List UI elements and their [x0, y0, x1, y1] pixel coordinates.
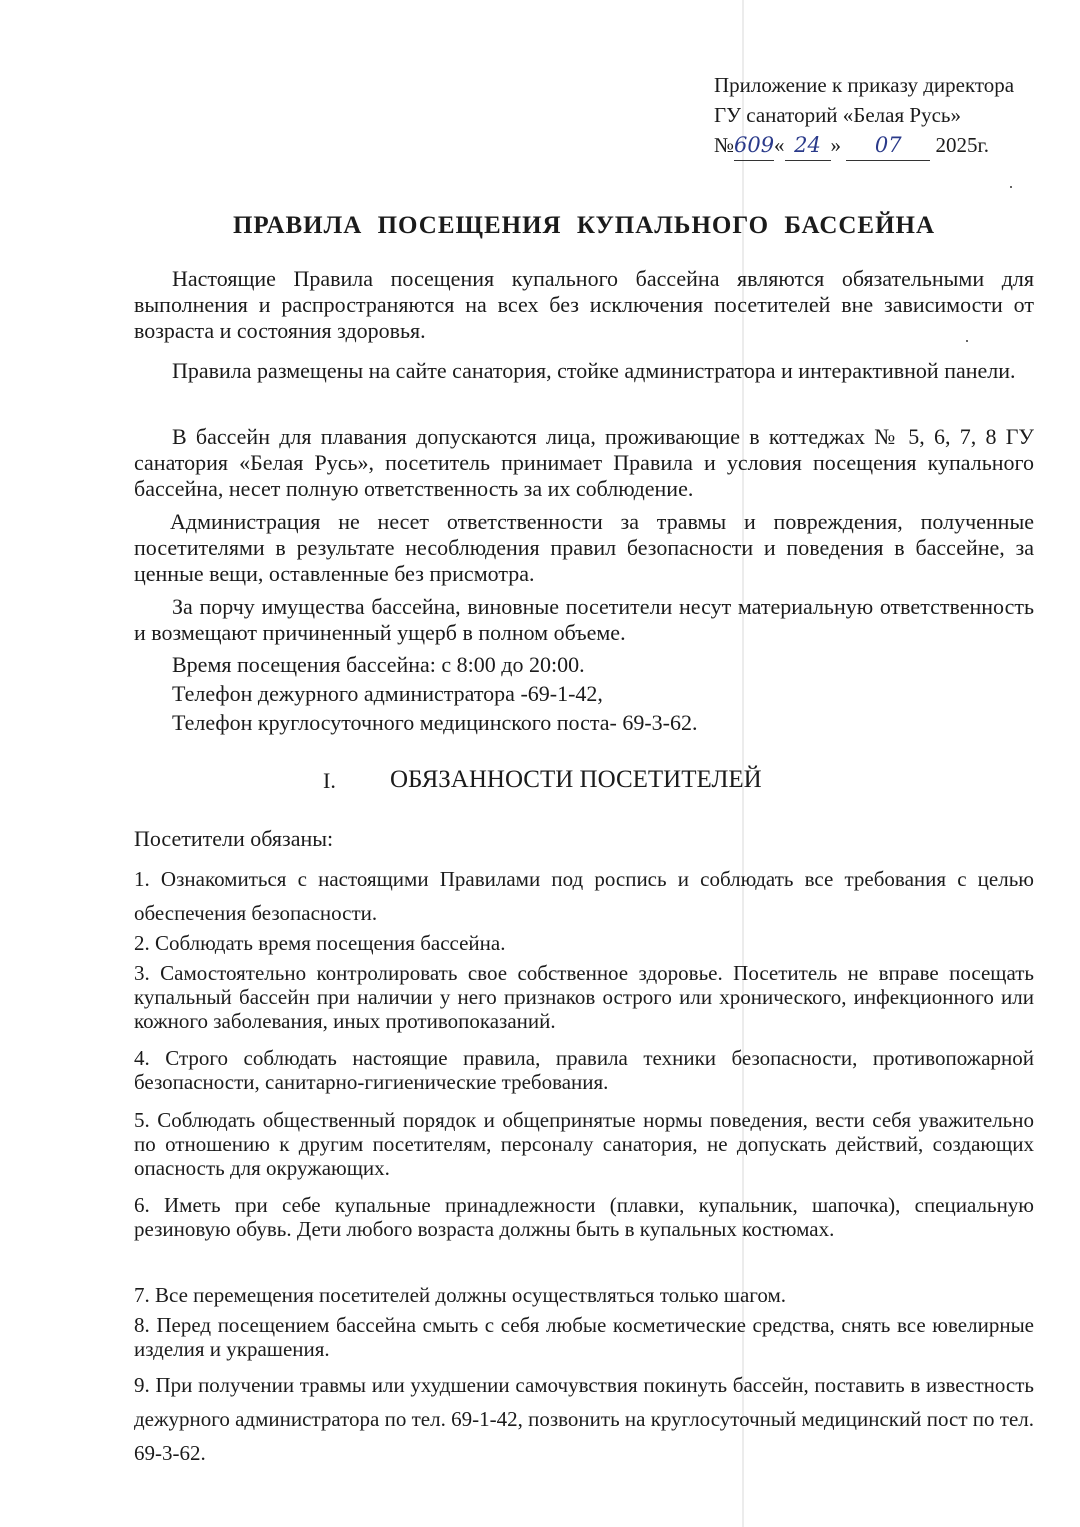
document-title: ПРАВИЛА ПОСЕЩЕНИЯ КУПАЛЬНОГО БАССЕЙНА [232, 212, 936, 239]
list-item: 2. Соблюдать время посещения бассейна. [134, 931, 506, 955]
list-item: 9. При получении травмы или ухудшении самочувствия покинуть бассейн, поставить в известность дежурного администратора по тел. 69-1-42, позвонить на круглосуточный медицинский пост по тел. 69-3-62. [134, 1373, 1034, 1465]
number-sign: № [714, 133, 735, 157]
intro-paragraph: В бассейн для плавания допускаются лица, проживающие в коттеджах № 5, 6, 7, 8 ГУ санатория «Белая Русь», посетитель принимает Правила и условия посещения купального бассейна, несет полную ответственность за их соблюдение. [134, 424, 1034, 501]
pool-hours: Время посещения бассейна: с 8:00 до 20:00. [172, 652, 585, 677]
header-line-1: Приложение к приказу директора [714, 73, 1015, 97]
list-item: 1. Ознакомиться с настоящими Правилами под роспись и соблюдать все требования с целью обеспечения безопасности. [134, 867, 1034, 925]
order-number-handwritten: 609 [734, 130, 774, 161]
section-intro: Посетители обязаны: [134, 826, 334, 851]
order-month-handwritten: 07 [846, 130, 930, 161]
section-title: ОБЯЗАННОСТИ ПОСЕТИТЕЛЕЙ [390, 766, 762, 793]
list-item: 7. Все перемещения посетителей должны осуществляться только шагом. [134, 1283, 787, 1307]
intro-paragraph: Администрация не несет ответственности за травмы и повреждения, полученные посетителями в результате несоблюдения правил безопасности и поведения в бассейне, за ценные вещи, оставленные без присмотра. [134, 509, 1034, 586]
intro-paragraph: За порчу имущества бассейна, виновные посетители несут материальную ответственность и возмещают причиненный ущерб в полном объеме. [134, 594, 1034, 645]
list-item: 6. Иметь при себе купальные принадлежности (плавки, купальник, шапочка), специальную резиновую обувь. Дети любого возраста должны быть в купальных костюмах. [134, 1193, 1034, 1241]
header-order-number-line [714, 130, 1044, 161]
admin-phone: Телефон дежурного администратора -69-1-42, [172, 681, 603, 706]
intro-paragraph: Настоящие Правила посещения купального бассейна являются обязательными для выполнения и распространяются на всех без исключения посетителей вне зависимости от возраста и состояния здоровья. [134, 266, 1034, 343]
list-item: 3. Самостоятельно контролировать свое собственное здоровье. Посетитель не вправе посещать купальный бассейн при наличии у него признаков острого или хронического, инфекционного или кожного заболевания, иных противопоказаний. [134, 961, 1034, 1033]
medical-post-phone: Телефон круглосуточного медицинского поста- 69-3-62. [172, 710, 698, 735]
list-item: 5. Соблюдать общественный порядок и общепринятые нормы поведения, вести себя уважительно по отношению к другим посетителям, персоналу санатория, не допускать действий, создающих опасность для окружающих. [134, 1108, 1034, 1180]
day-open-quote: « [774, 133, 785, 157]
list-item: 8. Перед посещением бассейна смыть с себя любые косметические средства, снять все ювелирные изделия и украшения. [134, 1313, 1034, 1361]
header-line-2: ГУ санаторий «Белая Русь» [714, 103, 961, 127]
scan-speck [1010, 186, 1012, 188]
order-appendix-header [714, 70, 1044, 161]
intro-paragraph: Правила размещены на сайте санатория, стойке администратора и интерактивной панели. [172, 358, 1016, 383]
order-day-handwritten: 24 [785, 130, 831, 161]
section-number: I. [323, 768, 336, 793]
order-year: 2025г. [935, 133, 990, 157]
day-close-quote: » [830, 133, 842, 157]
list-item: 4. Строго соблюдать настоящие правила, правила техники безопасности, противопожарной безопасности, санитарно-гигиенические требования. [134, 1046, 1034, 1094]
